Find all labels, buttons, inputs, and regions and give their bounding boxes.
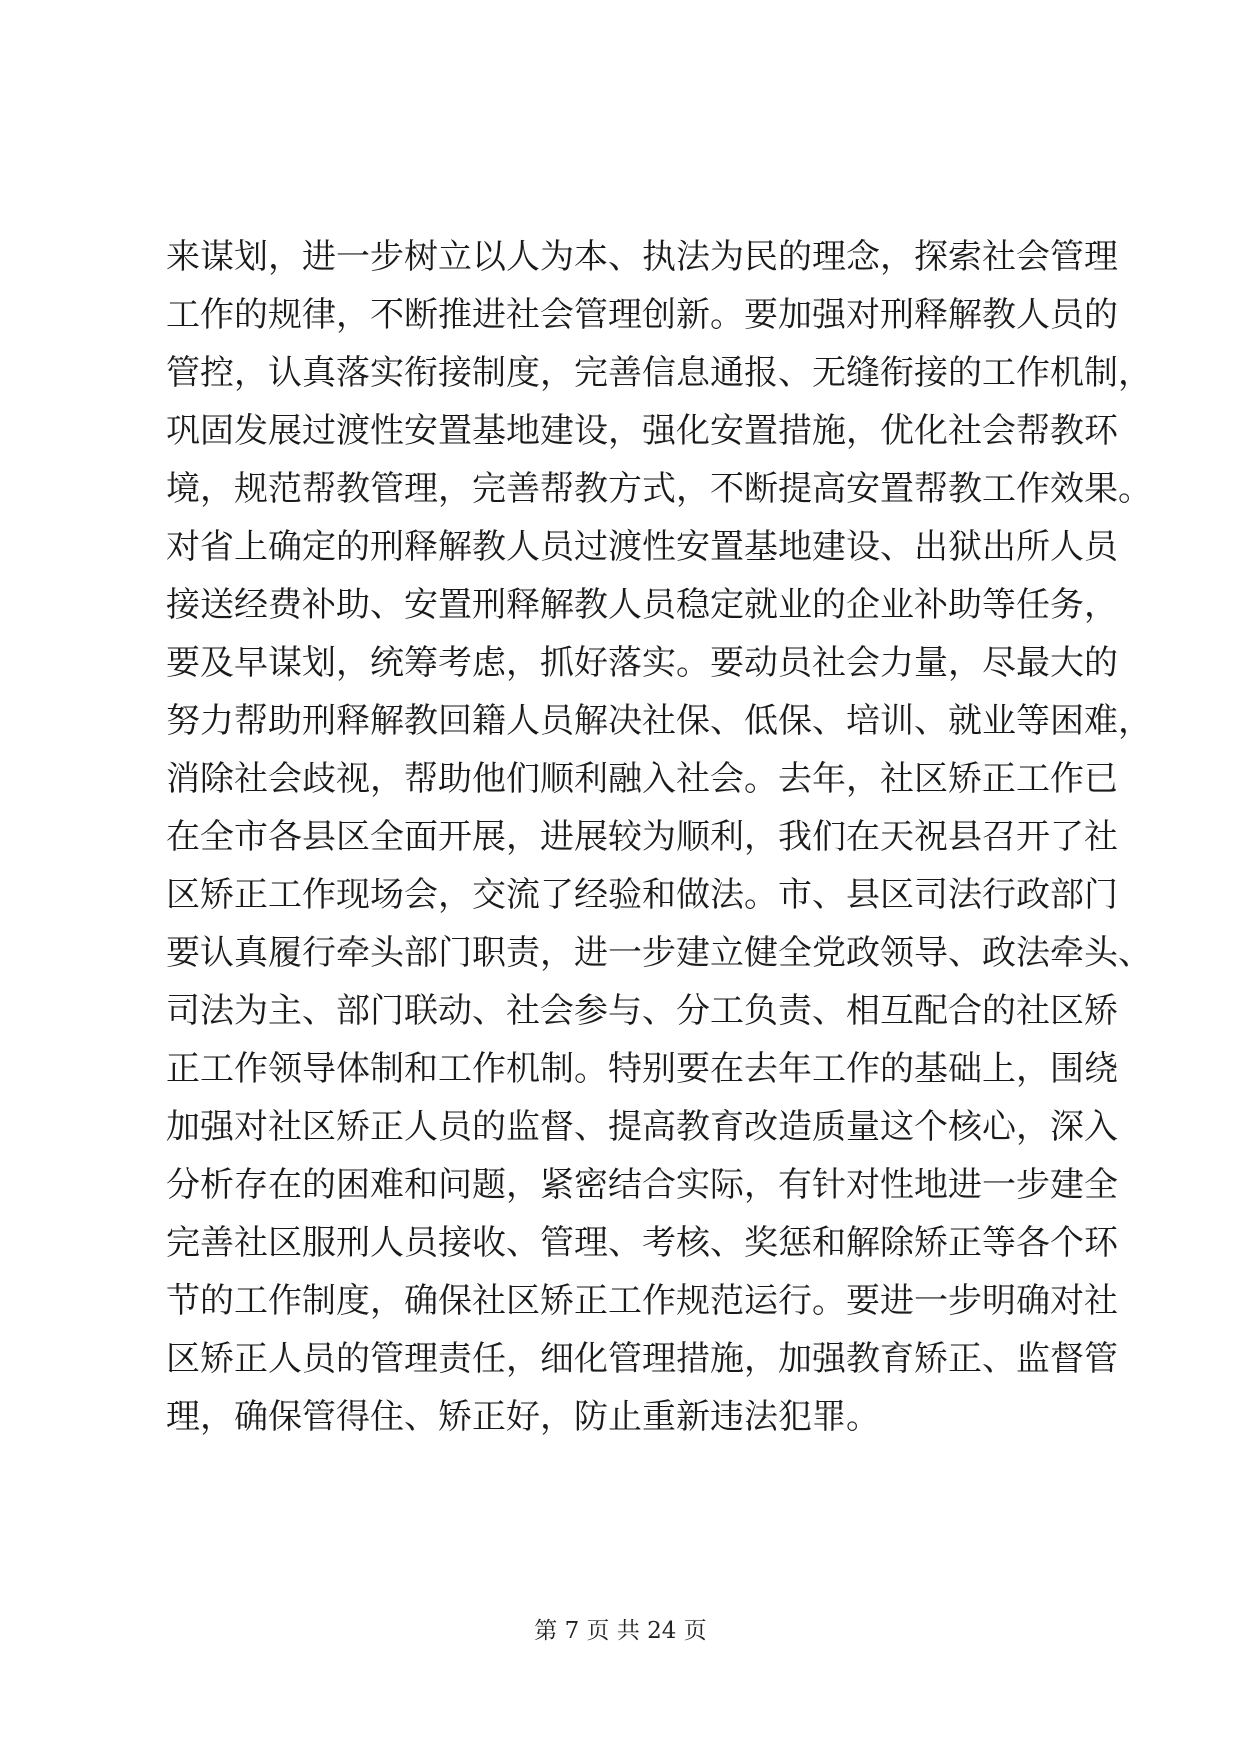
- text-line: 巩固发展过渡性安置基地建设，强化安置措施，优化社会帮教环: [166, 411, 1118, 451]
- text-line: 节的工作制度，确保社区矫正工作规范运行。要进一步明确对社: [166, 1281, 1118, 1321]
- text-line: 完善社区服刑人员接收、管理、考核、奖惩和解除矫正等各个环: [166, 1223, 1118, 1263]
- text-line: 工作的规律，不断推进社会管理创新。要加强对刑释解教人员的: [166, 295, 1118, 335]
- text-line: 要认真履行牵头部门职责，进一步建立健全党政领导、政法牵头、: [166, 933, 1152, 973]
- text-line: 对省上确定的刑释解教人员过渡性安置基地建设、出狱出所人员: [166, 527, 1118, 567]
- text-line: 接送经费补助、安置刑释解教人员稳定就业的企业补助等任务，: [166, 585, 1118, 625]
- text-line: 在全市各县区全面开展，进展较为顺利，我们在天祝县召开了社: [166, 817, 1118, 857]
- text-line: 管控，认真落实衔接制度，完善信息通报、无缝衔接的工作机制，: [166, 353, 1152, 393]
- text-line: 要及早谋划，统筹考虑，抓好落实。要动员社会力量，尽最大的: [166, 643, 1118, 683]
- body-paragraph: [166, 228, 1152, 1446]
- text-line: 司法为主、部门联动、社会参与、分工负责、相互配合的社区矫: [166, 991, 1118, 1031]
- text-line: 区矫正人员的管理责任，细化管理措施，加强教育矫正、监督管: [166, 1339, 1118, 1379]
- text-line: 加强对社区矫正人员的监督、提高教育改造质量这个核心，深入: [166, 1107, 1118, 1147]
- text-line: 正工作领导体制和工作机制。特别要在去年工作的基础上，围绕: [166, 1049, 1118, 1089]
- text-line: 区矫正工作现场会，交流了经验和做法。市、县区司法行政部门: [166, 875, 1118, 915]
- page-number-footer: 第 7 页 共 24 页: [534, 1618, 707, 1644]
- text-line: 努力帮助刑释解教回籍人员解决社保、低保、培训、就业等困难，: [166, 701, 1152, 741]
- text-line: 境，规范帮教管理，完善帮教方式，不断提高安置帮教工作效果。: [166, 469, 1152, 509]
- text-line-last: 理，确保管得住、矫正好，防止重新违法犯罪。: [166, 1397, 880, 1437]
- text-line: 消除社会歧视，帮助他们顺利融入社会。去年，社区矫正工作已: [166, 759, 1118, 799]
- text-line: 来谋划，进一步树立以人为本、执法为民的理念，探索社会管理: [166, 237, 1118, 277]
- text-line: 分析存在的困难和问题，紧密结合实际，有针对性地进一步建全: [166, 1165, 1118, 1205]
